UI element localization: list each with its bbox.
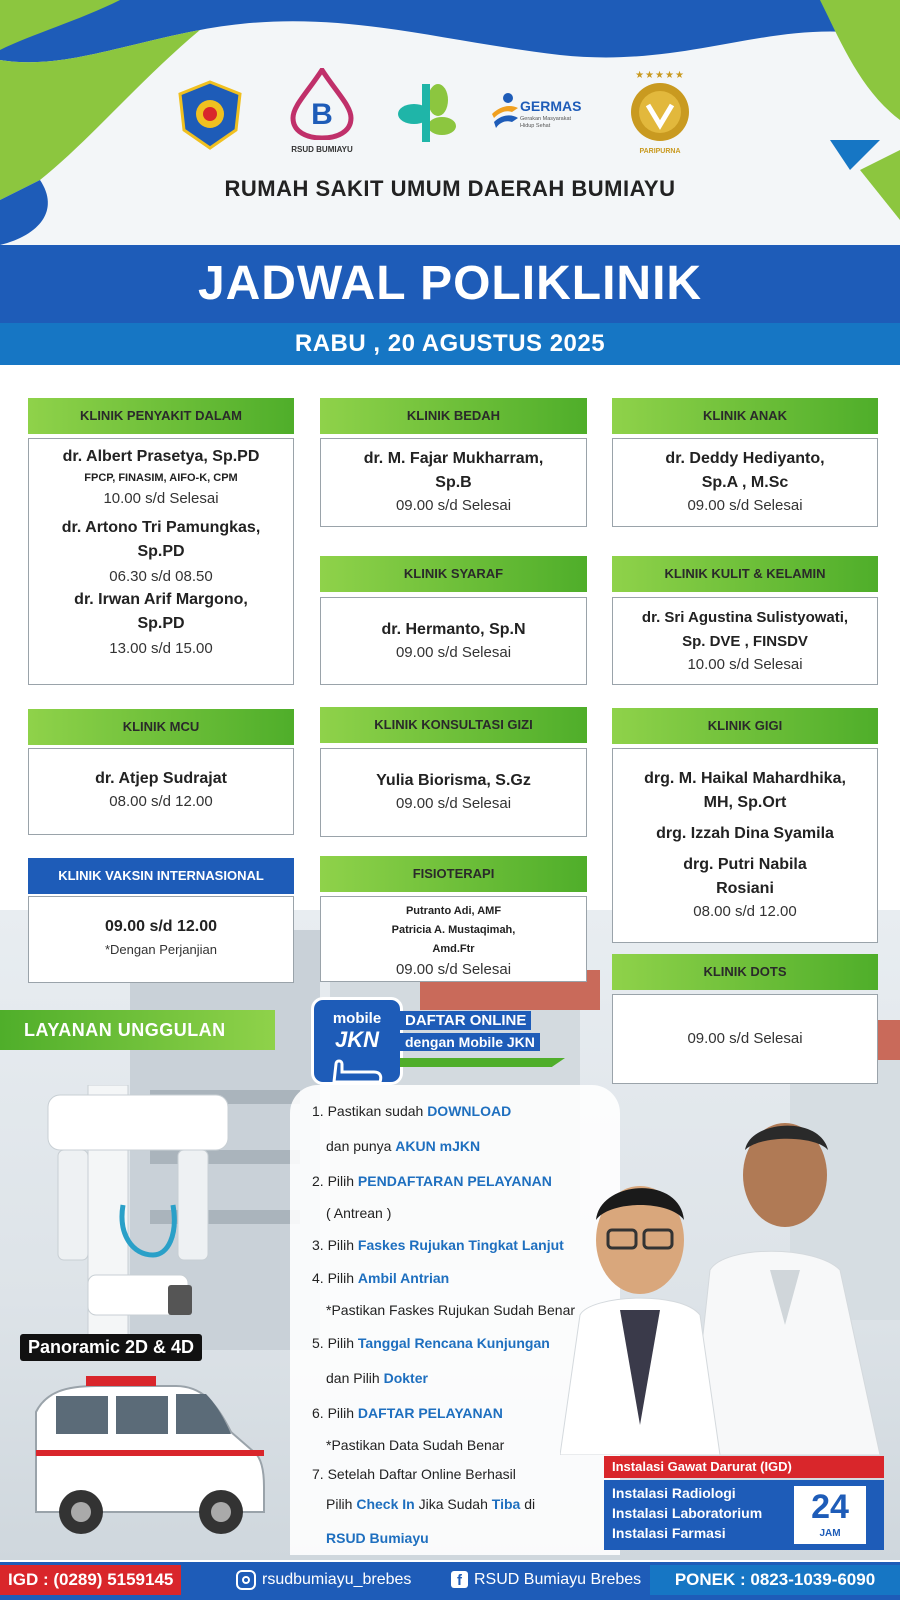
doctor-name: MH, Sp.Ort xyxy=(703,794,787,811)
doctor-name: Sp.PD xyxy=(137,543,185,560)
kemenkes-icon xyxy=(390,76,462,148)
clinic-time: 10.00 s/d Selesai xyxy=(103,490,219,507)
hospital-name: RUMAH SAKIT UMUM DAERAH BUMIAYU xyxy=(224,176,676,201)
instagram-icon xyxy=(236,1570,256,1590)
clinic-header-gigi: KLINIK GIGI xyxy=(612,708,878,744)
clinic-card-syaraf xyxy=(320,597,587,685)
clinic-time: 08.00 s/d 12.00 xyxy=(109,793,213,810)
doctor-name: drg. Izzah Dina Syamila xyxy=(656,825,834,842)
instagram-handle: rsudbumiayu_brebes xyxy=(262,1571,412,1588)
doctor-name: dr. Sri Agustina Sulistyowati, xyxy=(641,609,849,626)
rsud-logo-text: RSUD BUMIAYU xyxy=(291,145,353,154)
clinic-card-bedah xyxy=(320,438,587,527)
clinic-header-dots: KLINIK DOTS xyxy=(612,954,878,990)
doctor-name: Sp. DVE , FINSDV xyxy=(682,633,808,650)
mobile-jkn-logo-text: mobile xyxy=(332,1010,382,1027)
rsud-bumiayu-logo xyxy=(282,68,362,158)
clinic-time: 10.00 s/d Selesai xyxy=(687,656,803,673)
staff-name: Amd.Ftr xyxy=(432,943,475,955)
step-line: dan Pilih Dokter xyxy=(326,1370,428,1386)
germas-figure-icon xyxy=(490,92,520,132)
doctor-name: dr. Hermanto, Sp.N xyxy=(381,621,526,638)
page-title: JADWAL POLIKLINIK xyxy=(197,257,703,310)
step-line: Pilih Check In Jika Sudah Tiba di xyxy=(326,1496,536,1512)
doctor-name: dr. Artono Tri Pamungkas, xyxy=(61,519,261,536)
doctor-name: Sp.A , M.Sc xyxy=(701,474,789,491)
clinic-time: 08.00 s/d 12.00 xyxy=(693,903,797,920)
clinic-card-fisioterapi xyxy=(320,896,587,982)
step-line: 1. Pastikan sudah DOWNLOAD xyxy=(312,1103,512,1119)
ambulance-illustration xyxy=(26,1372,266,1542)
doctor-name: dr. Irwan Arif Margono, xyxy=(74,591,248,608)
daftar-online-sublabel: dengan Mobile JKN xyxy=(400,1033,540,1051)
paripurna-logo-text: PARIPURNA xyxy=(639,148,681,155)
doctor-name: Sp.B xyxy=(435,474,472,491)
step-line: 2. Pilih PENDAFTARAN PELAYANAN xyxy=(312,1173,552,1189)
igd-header: Instalasi Gawat Darurat (IGD) xyxy=(604,1456,884,1478)
twenty-four-hour-badge xyxy=(792,1484,868,1546)
staff-name: Putranto Adi, AMF xyxy=(405,905,502,917)
paripurna-logo xyxy=(620,70,700,160)
germas-logo xyxy=(490,92,600,152)
clinic-card-anak xyxy=(612,438,878,527)
paripurna-stars: ★★★★★ xyxy=(635,70,685,81)
doctor-name: drg. M. Haikal Mahardhika, xyxy=(644,770,846,787)
step-line: *Pastikan Data Sudah Benar xyxy=(326,1437,505,1453)
hand-touch-icon xyxy=(314,1058,400,1084)
germas-logo-text: GERMAS xyxy=(520,98,582,114)
step-line: RSUD Bumiayu xyxy=(326,1530,429,1546)
doctors-photo-illustration xyxy=(560,1095,900,1455)
step-line: ( Antrean ) xyxy=(326,1205,392,1221)
date-band xyxy=(0,323,900,365)
clinic-header-konsultasi-gizi: KLINIK KONSULTASI GIZI xyxy=(320,707,587,743)
clinic-card-gigi xyxy=(612,748,878,943)
igd-phone: IGD : (0289) 5159145 xyxy=(0,1565,181,1595)
mobile-jkn-logo xyxy=(311,997,403,1085)
step-line: 6. Pilih DAFTAR PELAYANAN xyxy=(312,1405,503,1421)
clinic-time: 09.00 s/d Selesai xyxy=(395,795,512,812)
svg-text:B: B xyxy=(311,98,333,131)
layanan-unggulan-label: LAYANAN UNGGULAN xyxy=(0,1010,275,1050)
clinic-time: 09.00 s/d Selesai xyxy=(687,497,803,514)
germas-subtitle: Gerakan Masyarakat Hidup Sehat xyxy=(520,116,572,129)
doctor-name: dr. Atjep Sudrajat xyxy=(95,770,227,787)
panoramic-xray-machine-illustration xyxy=(28,1085,238,1345)
clinic-card-dots xyxy=(612,994,878,1084)
ponek-phone: PONEK : 0823-1039-6090 xyxy=(650,1565,900,1595)
doctor-name: Yulia Biorisma, S.Gz xyxy=(376,772,531,789)
partner-logos xyxy=(0,68,900,168)
clinic-card-kulit-kelamin xyxy=(612,597,878,685)
hours-number: 24 xyxy=(811,1488,849,1526)
clinic-header-kulit-kelamin: KLINIK KULIT & KELAMIN xyxy=(612,556,878,592)
daftar-online-label: DAFTAR ONLINE xyxy=(400,1011,531,1030)
header-banner xyxy=(0,0,900,245)
clinic-time: 09.00 s/d Selesai xyxy=(395,961,512,978)
clinic-header-anak: KLINIK ANAK xyxy=(612,398,878,434)
clinic-time: 09.00 s/d Selesai xyxy=(395,644,512,661)
clinic-time: 09.00 s/d Selesai xyxy=(687,1030,803,1047)
clinic-time: 09.00 s/d Selesai xyxy=(395,497,512,514)
clinic-header-mcu: KLINIK MCU xyxy=(28,709,294,745)
schedule-date: RABU , 20 AGUSTUS 2025 xyxy=(294,330,606,357)
doctor-name: drg. Putri Nabila xyxy=(683,856,807,873)
clinic-time: 13.00 s/d 15.00 xyxy=(109,640,213,657)
installation-item: Instalasi Laboratorium xyxy=(612,1505,763,1521)
doctor-name: dr. Deddy Hediyanto, xyxy=(665,450,825,467)
doctor-name: dr. M. Fajar Mukharram, xyxy=(363,450,544,467)
clinic-header-fisioterapi: FISIOTERAPI xyxy=(320,856,587,892)
clinic-card-vaksin xyxy=(28,896,294,983)
doctor-name: Sp.PD xyxy=(137,615,185,632)
installation-item: Instalasi Farmasi xyxy=(612,1525,726,1541)
mobile-jkn-logo-text: JKN xyxy=(334,1027,379,1052)
installation-item: Instalasi Radiologi xyxy=(612,1485,736,1501)
rsud-drop-icon xyxy=(287,68,357,140)
clinic-card-konsultasi-gizi xyxy=(320,748,587,837)
step-line: *Pastikan Faskes Rujukan Sudah Benar xyxy=(326,1302,576,1318)
clinic-time: 09.00 s/d 12.00 xyxy=(104,918,218,935)
step-line: 5. Pilih Tanggal Rencana Kunjungan xyxy=(312,1335,550,1351)
installations-list xyxy=(612,1483,762,1543)
clinic-note: *Dengan Perjanjian xyxy=(104,942,218,957)
panoramic-label: Panoramic 2D & 4D xyxy=(20,1334,202,1361)
green-accent-bar xyxy=(400,1058,565,1067)
clinic-card-penyakit-dalam xyxy=(28,438,294,685)
paripurna-badge-icon xyxy=(624,81,696,143)
clinic-time: 06.30 s/d 08.50 xyxy=(109,568,213,585)
facebook-icon: f xyxy=(451,1571,468,1588)
doctor-name: dr. Albert Prasetya, Sp.PD xyxy=(62,448,260,465)
step-line: 7. Setelah Daftar Online Berhasil xyxy=(312,1466,516,1482)
facebook-page: RSUD Bumiayu Brebes xyxy=(474,1571,642,1588)
clinic-header-penyakit-dalam: KLINIK PENYAKIT DALAM xyxy=(28,398,294,434)
step-line: 4. Pilih Ambil Antrian xyxy=(312,1270,450,1286)
regency-emblem-icon xyxy=(176,80,244,150)
hours-label: JAM xyxy=(819,1528,841,1539)
doctor-credentials: FPCP, FINASIM, AIFO-K, CPM xyxy=(84,472,238,484)
clinic-header-vaksin: KLINIK VAKSIN INTERNASIONAL xyxy=(28,858,294,894)
clinic-card-mcu xyxy=(28,748,294,835)
step-line: dan punya AKUN mJKN xyxy=(326,1138,481,1154)
staff-name: Patricia A. Mustaqimah, xyxy=(391,924,516,936)
clinic-header-syaraf: KLINIK SYARAF xyxy=(320,556,587,592)
doctor-name: Rosiani xyxy=(716,880,774,897)
clinic-header-bedah: KLINIK BEDAH xyxy=(320,398,587,434)
title-band xyxy=(0,245,900,323)
step-line: 3. Pilih Faskes Rujukan Tingkat Lanjut xyxy=(312,1237,564,1253)
